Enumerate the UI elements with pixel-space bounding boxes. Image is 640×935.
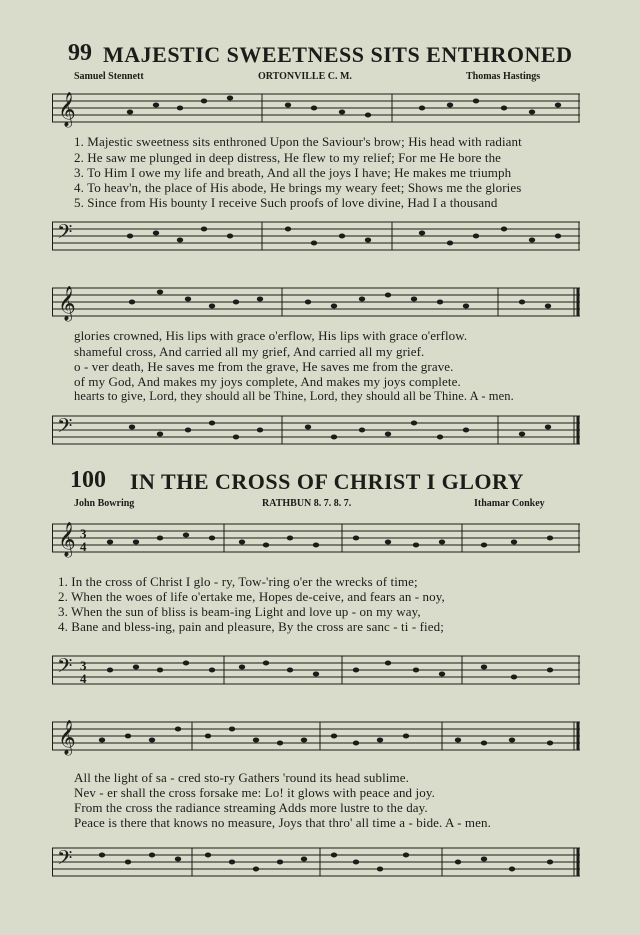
music-staff: [52, 410, 580, 450]
verse-line: From the cross the radiance streaming Adds more lustre to the day.: [74, 800, 428, 815]
hymn-title: MAJESTIC SWEETNESS SITS ENTHRONED: [103, 42, 573, 67]
verse-line: 3. When the sun of bliss is beam-ing Light and love up - on my way,: [58, 604, 421, 619]
verse-line: 4. To heav'n, the place of His abode, He brings my weary feet; Shows me the glories: [74, 180, 522, 195]
svg-text:𝄞: 𝄞: [58, 721, 76, 754]
svg-text:3: 3: [80, 526, 87, 541]
verse-line: 2. When the woes of life o'ertake me, Hopes de-ceive, and fears an - noy,: [58, 589, 445, 604]
verse-line: All the light of sa - cred sto-ry Gathers 'round its head sublime.: [74, 770, 409, 785]
svg-text:𝄢: 𝄢: [57, 656, 73, 682]
bass-staff-svg: [52, 410, 580, 450]
verse-line: glories crowned, His lips with grace o'erflow, His lips with grace o'erflow.: [74, 328, 468, 343]
svg-text:𝄢: 𝄢: [57, 416, 73, 442]
bass-staff-svg: [52, 842, 580, 882]
hymn-title: IN THE CROSS OF CHRIST I GLORY: [130, 469, 525, 494]
bass-staff-svg: [52, 216, 580, 256]
svg-text:𝄢: 𝄢: [57, 848, 73, 874]
svg-text:𝄞: 𝄞: [58, 93, 76, 126]
composer-credit: Thomas Hastings: [466, 71, 541, 82]
verse-line: shameful cross, And carried all my grief, And carried all my grief.: [74, 344, 425, 359]
svg-text:4: 4: [80, 539, 87, 554]
hymn-number: 100: [70, 467, 106, 493]
author-credit: John Bowring: [74, 498, 135, 509]
music-staff: [52, 518, 580, 558]
verse-line: o - ver death, He saves me from the grave, He saves me from the grave.: [74, 359, 454, 374]
treble-staff-svg: [52, 716, 580, 756]
verse-line: 4. Bane and bless-ing, pain and pleasure, By the cross are sanc - ti - fied;: [58, 619, 444, 634]
music-staff: [52, 842, 580, 882]
svg-text:4: 4: [80, 671, 87, 686]
tune-name: RATHBUN 8. 7. 8. 7.: [262, 498, 352, 509]
verse-line: 1. In the cross of Christ I glo - ry, Tow-'ring o'er the wrecks of time;: [58, 574, 418, 589]
verse-line: hearts to give, Lord, they should all be Thine, Lord, they should all be Thine. A - men.: [74, 389, 514, 403]
svg-text:𝄞: 𝄞: [58, 287, 76, 320]
verse-line: 2. He saw me plunged in deep distress, He flew to my relief; For me He bore the: [74, 150, 502, 165]
tune-name: ORTONVILLE C. M.: [258, 71, 352, 82]
bass-staff-svg: [52, 650, 580, 690]
verse-line: 5. Since from His bounty I receive Such proofs of love divine, Had I a thousand: [74, 195, 498, 210]
verse-line: 3. To Him I owe my life and breath, And all the joys I have; He makes me triumph: [74, 165, 512, 180]
svg-text:𝄞: 𝄞: [58, 523, 76, 556]
treble-staff-svg: [52, 282, 580, 322]
verse-line: Nev - er shall the cross forsake me: Lo! it glows with peace and joy.: [74, 785, 435, 800]
music-staff: [52, 88, 580, 128]
hymn-number: 99: [68, 40, 92, 66]
svg-text:3: 3: [80, 658, 87, 673]
author-credit: Samuel Stennett: [74, 71, 144, 82]
treble-staff-svg: [52, 518, 580, 558]
music-staff: [52, 216, 580, 256]
treble-staff-svg: [52, 88, 580, 128]
svg-text:𝄢: 𝄢: [57, 222, 73, 248]
composer-credit: Ithamar Conkey: [474, 498, 545, 509]
music-staff: [52, 716, 580, 756]
verse-line: of my God, And makes my joys complete, And makes my joys complete.: [74, 374, 461, 389]
music-staff: [52, 650, 580, 690]
verse-line: Peace is there that knows no measure, Joys that thro' all time a - bide. A - men.: [74, 815, 491, 830]
music-staff: [52, 282, 580, 322]
verse-line: 1. Majestic sweetness sits enthroned Upon the Saviour's brow; His head with radiant: [74, 134, 522, 149]
